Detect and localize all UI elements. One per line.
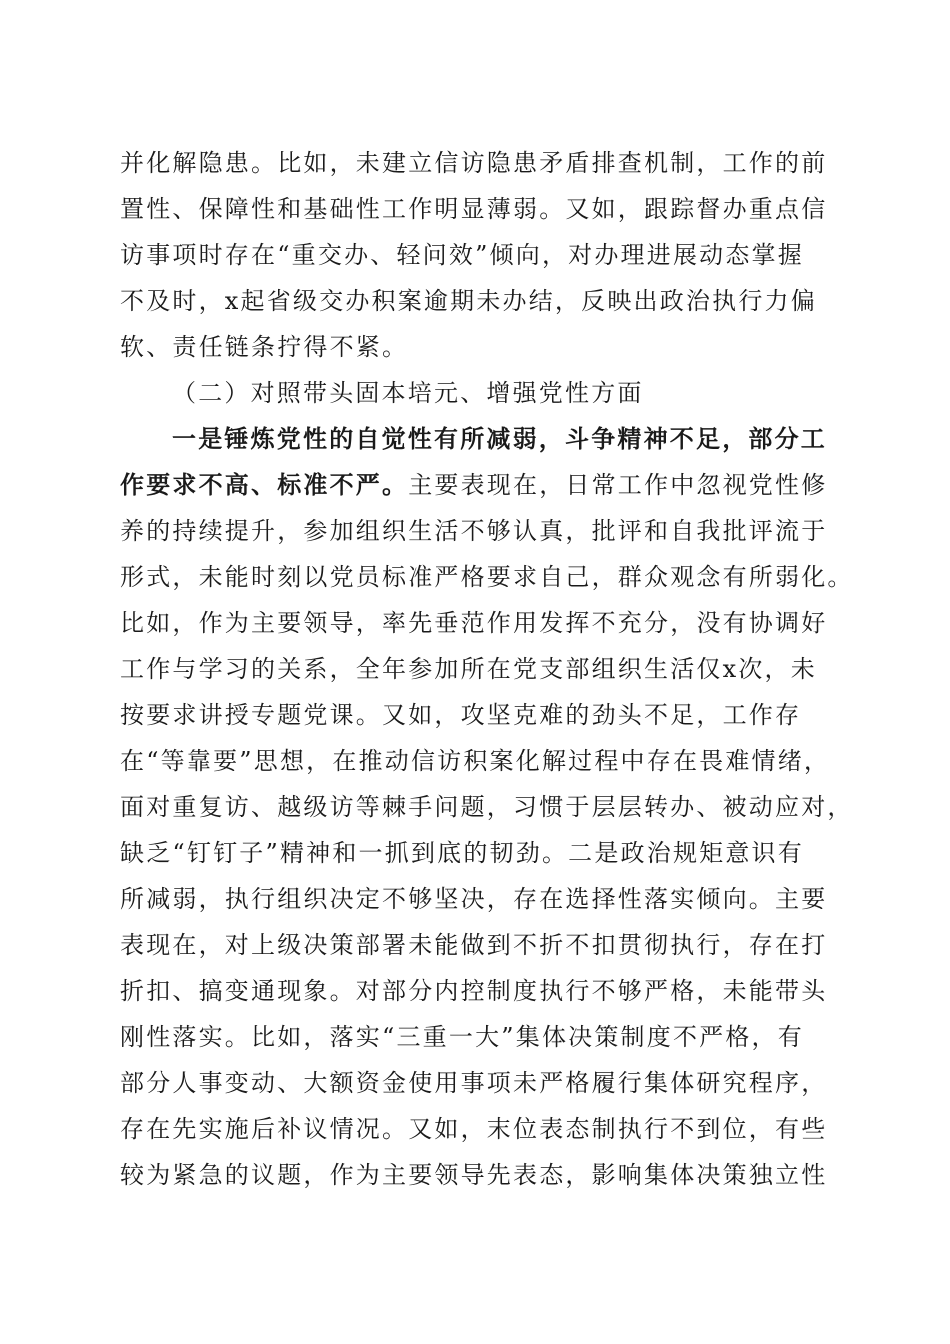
text-line: 软、责任链条拧得不紧。: [120, 333, 409, 361]
text-line: 访事项时存在“重交办、轻问效”倾向，对办理进展动态掌握: [120, 241, 804, 269]
text-line: 部分人事变动、大额资金使用事项未严格履行集体研究程序，: [120, 1069, 828, 1097]
text-line: 表现在，对上级决策部署未能做到不折不扣贯彻执行，存在打: [120, 931, 828, 959]
text-line: 在“等靠要”思想，在推动信访积案化解过程中存在畏难情绪，: [120, 747, 831, 775]
text-line: 并化解隐患。比如，未建立信访隐患矛盾排查机制，工作的前: [120, 149, 828, 177]
text-line: 缺乏“钉钉子”精神和一抓到底的韧劲。二是政治规矩意识有: [120, 839, 804, 867]
text-line: 所减弱，执行组织决定不够坚决，存在选择性落实倾向。主要: [120, 885, 828, 913]
bold-lead-line: 一是锤炼党性的自觉性有所减弱，斗争精神不足，部分工: [172, 424, 827, 453]
text-line: 存在先实施后补议情况。又如，末位表态制执行不到位，有些: [120, 1115, 828, 1143]
text-line: 刚性落实。比如，落实“三重一大”集体决策制度不严格，有: [120, 1023, 804, 1051]
text-line: 养的持续提升，参加组织生活不够认真，批评和自我批评流于: [120, 517, 828, 545]
text-line: 比如，作为主要领导，率先垂范作用发挥不充分，没有协调好: [120, 609, 828, 637]
text-line: 不及时，x起省级交办积案逾期未办结，反映出政治执行力偏: [120, 287, 817, 315]
text-line: 按要求讲授专题党课。又如，攻坚克难的劲头不足，工作存: [120, 701, 802, 729]
text-line: 较为紧急的议题，作为主要领导先表态，影响集体决策独立性: [120, 1161, 828, 1189]
text-line: 置性、保障性和基础性工作明显薄弱。又如，跟踪督办重点信: [120, 195, 828, 223]
text-line: 面对重复访、越级访等棘手问题，习惯于层层转办、被动应对，: [120, 793, 854, 821]
text-line: 工作与学习的关系，全年参加所在党支部组织生活仅x次，未: [120, 655, 817, 683]
mixed-line: [120, 463, 827, 507]
bold-lead-text: 作要求不高、标准不严。: [120, 470, 409, 499]
text-line: 折扣、搞变通现象。对部分内控制度执行不够严格，未能带头: [120, 977, 828, 1005]
section-heading: （二）对照带头固本培元、增强党性方面: [172, 379, 644, 407]
body-text: 主要表现在，日常工作中忽视党性修: [408, 471, 828, 499]
text-line: 形式，未能时刻以党员标准严格要求自己，群众观念有所弱化。: [120, 563, 854, 591]
